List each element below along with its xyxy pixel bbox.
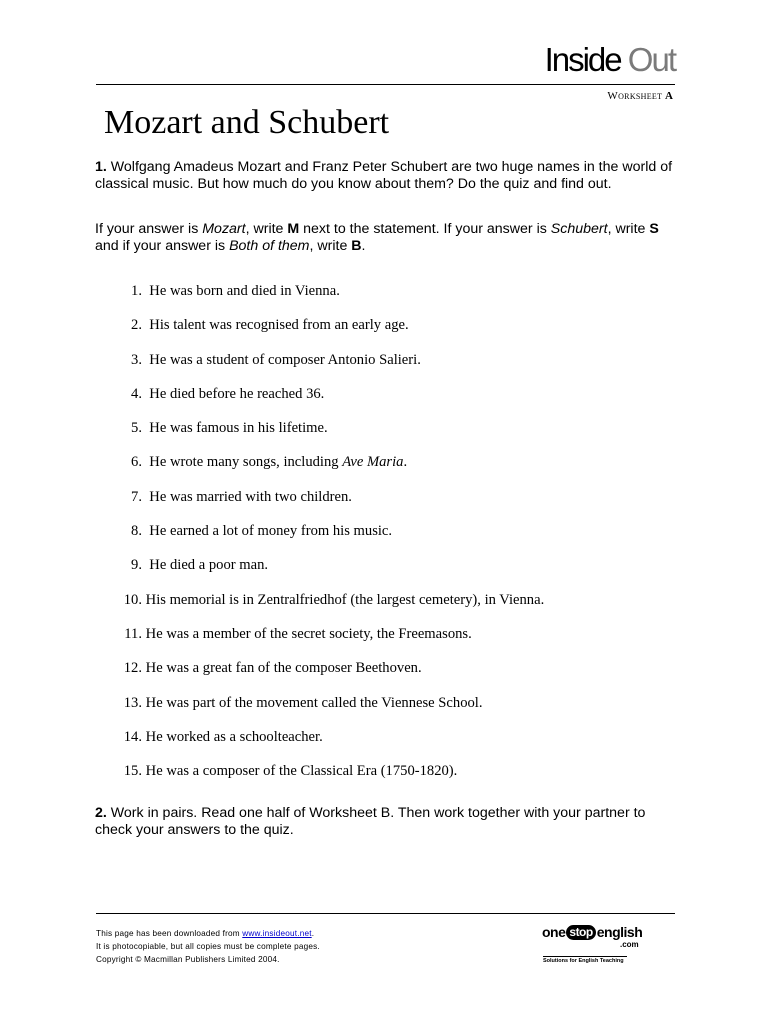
quiz-statement: He wrote many songs, including [149,454,343,471]
quiz-number: 1. [131,283,142,299]
song-title: Ave Maria [342,454,404,471]
quiz-statement: His memorial is in Zentralfriedhof (the largest cemetery), in Vienna. [145,591,545,608]
instr-both: Both of them [229,238,310,254]
instr-text: next to the statement. If your answer is [299,221,551,237]
instr-mozart: Mozart [202,221,246,237]
instr-text: , write [309,238,352,254]
quiz-number: 2. [131,317,142,334]
quiz-statement: He earned a lot of money from his music. [149,523,393,540]
quiz-item [95,351,685,385]
section-1-text: Wolfgang Amadeus Mozart and Franz Peter Schubert are two huge names in the world of classical music. But how much do you know about them? Do the quiz and find out. [95,159,673,192]
quiz-number: 7. [131,488,142,505]
quiz-number: 8. [131,523,142,540]
instr-text: If your answer is [95,221,203,237]
quiz-item [95,282,685,316]
quiz-statement: He was a member of the secret society, the Freemasons. [145,625,472,642]
quiz-item [95,728,685,762]
footer-line-1 [96,927,320,940]
instr-code-s: S [649,221,659,237]
quiz-statement: He was married with two children. [149,488,352,505]
quiz-statement: He worked as a schoolteacher. [145,728,323,745]
quiz-statement: He was a composer of the Classical Era (1750-1820). [145,763,458,780]
logo-wordmark [542,924,662,940]
quiz-item [95,316,685,350]
page-title: Mozart and Schubert [104,104,390,141]
quiz-statement: He died a poor man. [149,557,269,574]
logo-tagline: Solutions for English Teaching [543,956,627,964]
section-2-instructions [95,805,685,839]
footer-line-1-suffix: . [311,929,315,938]
footer-divider [96,913,675,914]
footer-text [96,927,320,966]
instr-text: and if your answer is [95,238,230,254]
quiz-number: 6. [131,454,142,471]
quiz-item [95,419,685,453]
logo-one: one [542,924,566,940]
footer-line-3: Copyright © Macmillan Publishers Limited 2004. [96,955,280,964]
header-divider [96,84,675,85]
worksheet-label-letter: A [665,90,673,102]
instr-code-b: B [351,238,362,254]
quiz-statement: He was a great fan of the composer Beethoven. [145,660,422,677]
quiz-number: 14. [123,728,142,745]
quiz-statement: He was famous in his lifetime. [149,420,328,437]
worksheet-label-prefix: Worksheet [607,90,663,102]
quiz-item [95,522,685,556]
footer-line-1-prefix: This page has been downloaded from [96,929,243,938]
section-2-text: Work in pairs. Read one half of Worksheet B. Then work together with your partner to check your answers to the quiz. [95,805,646,838]
quiz-number: 3. [131,351,142,368]
quiz-number: 9. [131,557,142,574]
brand-inside: Inside [544,41,621,78]
onestopenglish-logo [542,924,662,968]
footer-line-2: It is photocopiable, but all copies must be complete pages. [96,942,320,951]
quiz-number: 10. [123,591,142,608]
logo-stop: stop [566,925,595,940]
quiz-statement: He was a student of composer Antonio Salieri. [149,351,421,368]
section-1-intro [95,159,685,193]
quiz-item [95,453,685,487]
quiz-item [95,762,685,796]
instr-text: . [361,238,366,254]
instr-code-m: M [287,221,300,237]
quiz-list [95,282,685,796]
logo-english: english [596,924,643,940]
quiz-statement: His talent was recognised from an early age. [149,317,409,334]
logo-com: .com [620,940,639,949]
quiz-item [95,556,685,590]
quiz-number: 5. [131,420,142,437]
quiz-item [95,659,685,693]
quiz-number: 4. [131,385,142,402]
quiz-item [95,385,685,419]
brand-logo [545,40,675,80]
quiz-item [95,694,685,728]
quiz-statement: He was born and died in Vienna. [149,283,340,299]
quiz-number: 12. [123,660,142,677]
answer-instructions [95,221,685,255]
quiz-item [95,591,685,625]
worksheet-label [607,89,673,103]
quiz-number: 13. [123,694,142,711]
quiz-item [95,488,685,522]
quiz-statement: He died before he reached 36. [149,385,325,402]
quiz-number: 15. [123,763,142,780]
quiz-statement: He was part of the movement called the Viennese School. [145,694,483,711]
instr-schubert: Schubert [550,221,608,237]
section-2-number: 2. [95,805,107,821]
quiz-number: 11. [124,625,142,642]
section-1-number: 1. [95,159,107,175]
quiz-item [95,625,685,659]
quiz-statement-end: . [403,454,408,471]
brand-out: Out [627,41,675,78]
insideout-link[interactable]: www.insideout.net [242,929,312,938]
instr-text: , write [245,221,288,237]
instr-text: , write [607,221,650,237]
